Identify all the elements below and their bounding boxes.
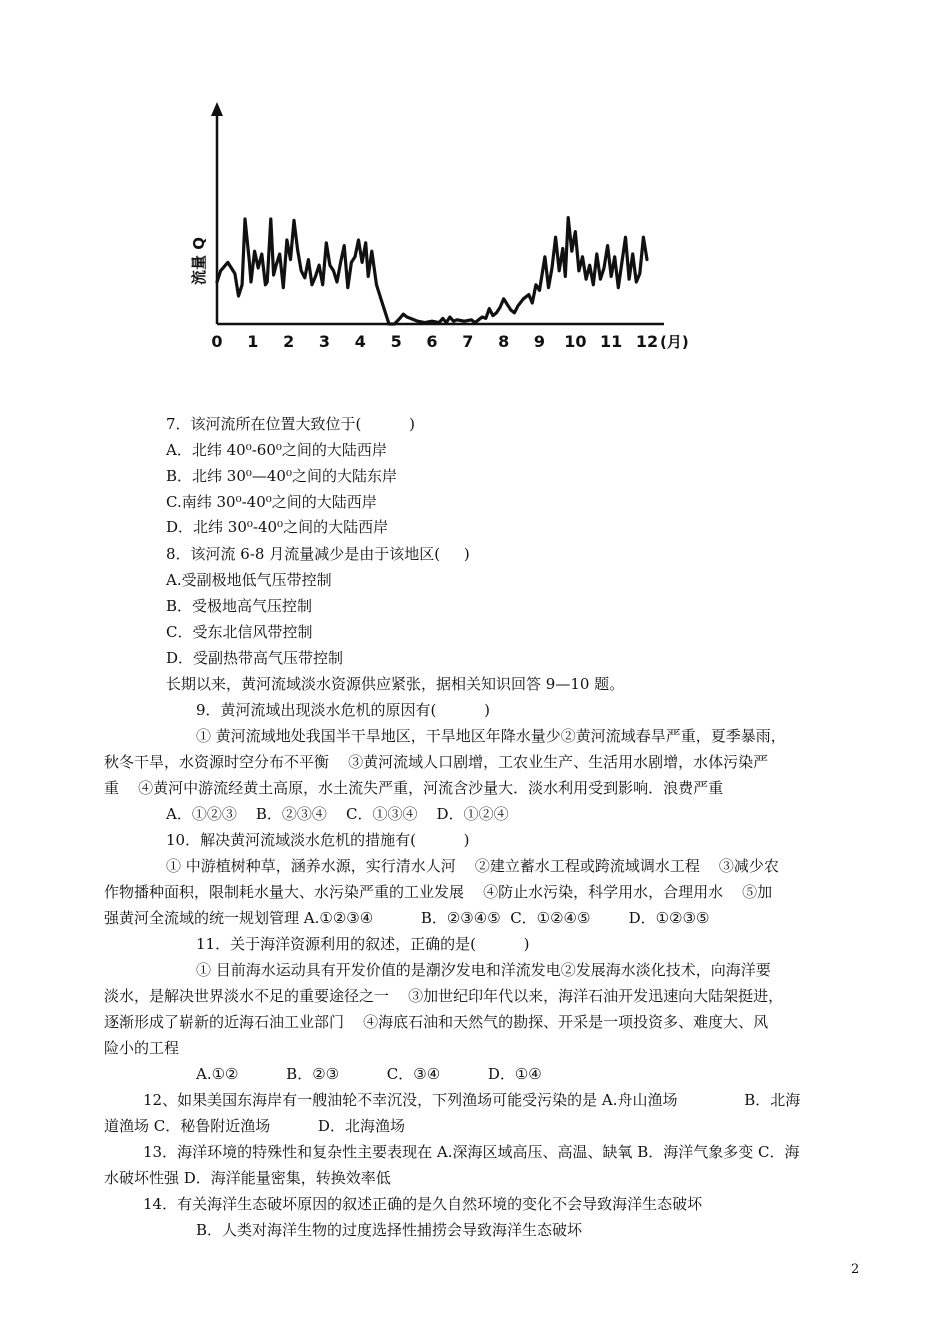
- y-axis-label: 流量 Q: [190, 237, 208, 285]
- question-line: C．受东北信风带控制: [166, 623, 313, 641]
- question-line: 重 ④黄河中游流经黄土高原，水土流失严重，河流含沙量大．淡水利用受到影响．浪费严重: [104, 779, 724, 797]
- x-tick-label: 5: [390, 332, 402, 351]
- question-line: 10．解决黄河流域淡水危机的措施有( ): [166, 831, 470, 849]
- question-line: ① 目前海水运动具有开发价值的是潮汐发电和洋流发电②发展海水淡化技术，向海洋要: [196, 961, 771, 979]
- x-unit-label: (月): [660, 333, 689, 351]
- x-tick-label: 9: [533, 332, 546, 351]
- question-line: ① 黄河流域地处我国半干旱地区，干旱地区年降水量少②黄河流域春旱严重，夏季暴雨，: [196, 727, 786, 745]
- question-line: 13．海洋环境的特殊性和复杂性主要表现在 A.深海区域高压、高温、缺氧 B．海洋气象多变 C．海: [143, 1143, 800, 1161]
- y-axis-arrow: [211, 102, 223, 116]
- question-line: 12、如果美国东海岸有一艘油轮不幸沉没，下列渔场可能受污染的是 A.舟山渔场 B．北海: [143, 1091, 801, 1109]
- question-line: 11．关于海洋资源利用的叙述，正确的是( ): [196, 935, 530, 953]
- x-tick-labels: [211, 332, 688, 351]
- question-line: B．北纬 30⁰—40⁰之间的大陆东岸: [166, 467, 397, 485]
- page-number: 2: [851, 1262, 860, 1277]
- question-line: 强黄河全流域的统一规划管理 A.①②③④ B．②③④⑤ C．①②④⑤ D．①②③⑤: [104, 909, 710, 927]
- question-line: 长期以来，黄河流域淡水资源供应紧张，据相关知识回答 9—10 题。: [166, 675, 625, 693]
- question-line: A.受副极地低气压带控制: [166, 571, 332, 589]
- question-line: 道渔场 C．秘鲁附近渔场 D．北海渔场: [104, 1117, 405, 1135]
- x-tick-label: 6: [426, 332, 438, 351]
- x-tick-label: 11: [600, 332, 623, 351]
- question-line: 14．有关海洋生态破坏原因的叙述正确的是久自然环境的变化不会导致海洋生态破坏: [143, 1195, 703, 1213]
- question-line: 9．黄河流域出现淡水危机的原因有( ): [196, 701, 490, 719]
- question-line: A.①② B．②③ C．③④ D．①④: [196, 1065, 542, 1083]
- question-line: A．北纬 40⁰-60⁰之间的大陆西岸: [166, 441, 387, 459]
- x-tick-label: 2: [283, 332, 295, 351]
- x-tick-label: 1: [247, 332, 259, 351]
- x-tick-label: 0: [211, 332, 223, 351]
- question-line: B．受极地高气压控制: [166, 597, 313, 615]
- chart-axes: [211, 102, 664, 324]
- x-tick-label: 8: [498, 332, 510, 351]
- x-tick-label: 3: [318, 332, 331, 351]
- question-line: 7．该河流所在位置大致位于( ): [166, 415, 415, 433]
- discharge-line: [217, 218, 647, 324]
- question-line: 水破坏性强 D．海洋能量密集，转换效率低: [104, 1169, 391, 1187]
- question-line: 作物播种面积，限制耗水量大、水污染严重的工业发展 ④防止水污染，科学用水，合理用水 ⑤加: [104, 883, 773, 901]
- x-tick-label: 7: [462, 332, 474, 351]
- question-line: C.南纬 30⁰-40⁰之间的大陆西岸: [166, 493, 377, 511]
- question-line: 淡水，是解决世界淡水不足的重要途径之一 ③加世纪印年代以来，海洋石油开发迅速向大陆架挺进，: [104, 987, 784, 1005]
- discharge-series: [217, 218, 647, 324]
- question-line: 8．该河流 6-8 月流量减少是由于该地区( ): [166, 545, 470, 563]
- x-tick-label: 10: [564, 332, 587, 351]
- question-line: B．人类对海洋生物的过度选择性捕捞会导致海洋生态破坏: [196, 1221, 583, 1239]
- question-line: D．受副热带高气压带控制: [166, 649, 344, 667]
- question-line: A．①②③ B．②③④ C．①③④ D．①②④: [166, 805, 509, 823]
- question-line: D．北纬 30⁰-40⁰之间的大陆西岸: [166, 518, 389, 536]
- river-discharge-chart: [180, 96, 720, 358]
- question-line: 险小的工程: [104, 1039, 180, 1057]
- question-line: 逐渐形成了崭新的近海石油工业部门 ④海底石油和天然气的勘探、开采是一项投资多、难度大、风: [104, 1013, 769, 1031]
- question-line: ① 中游植树种草，涵养水源，实行清水人河 ②建立蓄水工程或跨流域调水工程 ③减少农: [166, 857, 779, 875]
- x-tick-label: 4: [354, 332, 366, 351]
- question-line: 秋冬干旱，水资源时空分布不平衡 ③黄河流域人口剧增，工农业生产、生活用水剧增，水体污染严: [104, 753, 769, 771]
- x-tick-label: 12: [635, 332, 659, 351]
